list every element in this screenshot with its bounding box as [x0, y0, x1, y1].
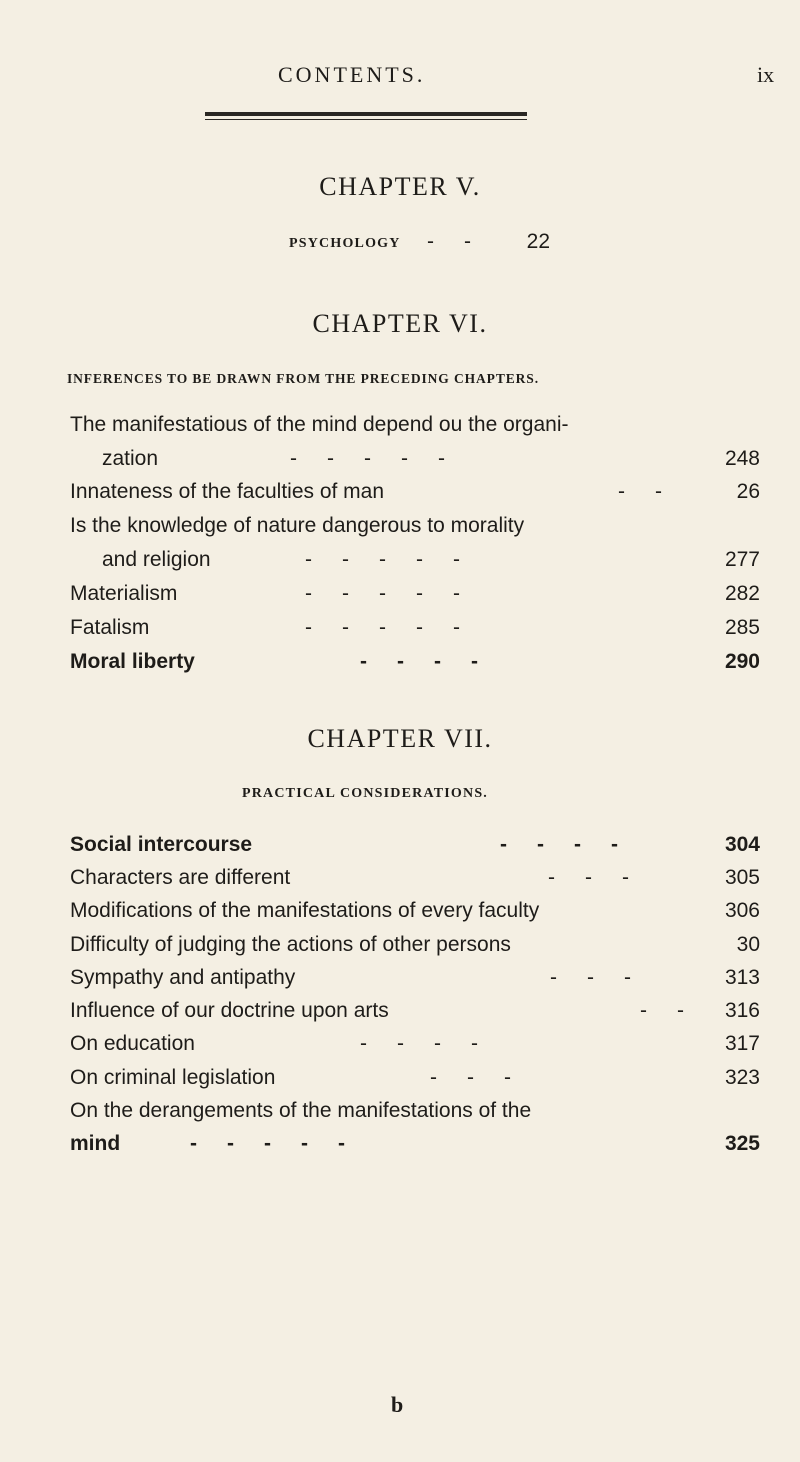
entry-title: On education	[70, 1032, 195, 1055]
chapter-6-heading: CHAPTER VI.	[312, 309, 488, 338]
chapter-5-entry: -- 22	[427, 230, 550, 253]
toc-entry	[70, 514, 760, 544]
entry-title: On the derangements of the manifestations of the	[70, 1099, 532, 1122]
page-ref: 282	[724, 582, 760, 605]
page-ref: 26	[736, 480, 760, 503]
running-head	[0, 52, 800, 92]
toc-entry: Materialism ----- 282	[70, 582, 760, 605]
toc-entry: Fatalism ----- 285	[70, 616, 760, 639]
entry-title: Moral liberty	[70, 650, 195, 673]
entry-title: Fatalism	[70, 616, 150, 639]
entry-title-cont: zation	[102, 447, 159, 470]
page-ref: 22	[526, 230, 550, 253]
toc-entry-cont: zation ----- 248	[102, 447, 760, 470]
page-ref: 304	[724, 833, 760, 856]
entry-title: Social intercourse	[70, 833, 253, 856]
entry-title: Innateness of the faculties of man	[70, 480, 385, 503]
chapter-7-subtitle: PRACTICAL CONSIDERATIONS.	[242, 786, 489, 801]
entry-title-cont: and religion	[102, 548, 211, 571]
entry-title: Difficulty of judging the actions of other persons	[70, 933, 511, 956]
toc-entry	[70, 933, 760, 963]
entry-title-cont: mind	[70, 1132, 121, 1155]
entry-title: Materialism	[70, 582, 178, 605]
header-rule	[205, 112, 527, 116]
toc-entry-cont: and religion ----- 277	[102, 548, 760, 571]
page-ref: 248	[724, 447, 760, 470]
toc-entry: Innateness of the faculties of man -- 26	[70, 480, 760, 503]
chapter-7-heading: CHAPTER VII.	[307, 724, 493, 753]
entry-title: Influence of our doctrine upon arts	[70, 999, 389, 1022]
page-ref: 323	[724, 1066, 760, 1089]
chapter-5-subtitle: PSYCHOLOGY	[289, 236, 401, 251]
running-title: CONTENTS.	[278, 62, 426, 87]
toc-entry: On education ---- 317	[70, 1032, 760, 1055]
signature-mark: b	[391, 1392, 404, 1417]
page-ref: 285	[724, 616, 760, 639]
page-ref: 305	[724, 866, 760, 889]
toc-entry	[70, 899, 760, 929]
entry-title: Is the knowledge of nature dangerous to morality	[70, 514, 525, 537]
entry-title: Modifications of the manifestations of every faculty	[70, 899, 540, 922]
page-ref: 306	[724, 899, 760, 922]
toc-entry-cont: mind ----- 325	[70, 1132, 760, 1155]
page-ref: 290	[724, 650, 760, 673]
page-ref: 325	[724, 1132, 760, 1155]
page-number: ix	[757, 62, 775, 87]
chapter-6-subtitle: INFERENCES TO BE DRAWN FROM THE PRECEDING CHAPTERS.	[67, 371, 539, 386]
page-ref: 277	[724, 548, 760, 571]
toc-entry	[70, 413, 760, 443]
toc-entry: Influence of our doctrine upon arts -- 316	[70, 999, 760, 1022]
toc-entry	[70, 1099, 760, 1129]
page-ref: 317	[724, 1032, 760, 1055]
toc-entry: On criminal legislation --- 323	[70, 1066, 760, 1089]
page-ref: 313	[724, 966, 760, 989]
toc-entry: Characters are different --- 305	[70, 866, 760, 889]
toc-entry: Social intercourse ---- 304	[70, 833, 760, 856]
entry-title: On criminal legislation	[70, 1066, 276, 1089]
page-ref: 316	[724, 999, 760, 1022]
toc-entry: Sympathy and antipathy --- 313	[70, 966, 760, 989]
entry-title: Characters are different	[70, 866, 291, 889]
page-ref: 30	[736, 933, 760, 956]
entry-title: Sympathy and antipathy	[70, 966, 296, 989]
chapter-5-heading: CHAPTER V.	[319, 172, 481, 201]
toc-entry: Moral liberty ---- 290	[70, 650, 760, 673]
header-rule-thin	[205, 119, 527, 120]
entry-title: The manifestatious of the mind depend ou the organi-	[70, 413, 569, 436]
